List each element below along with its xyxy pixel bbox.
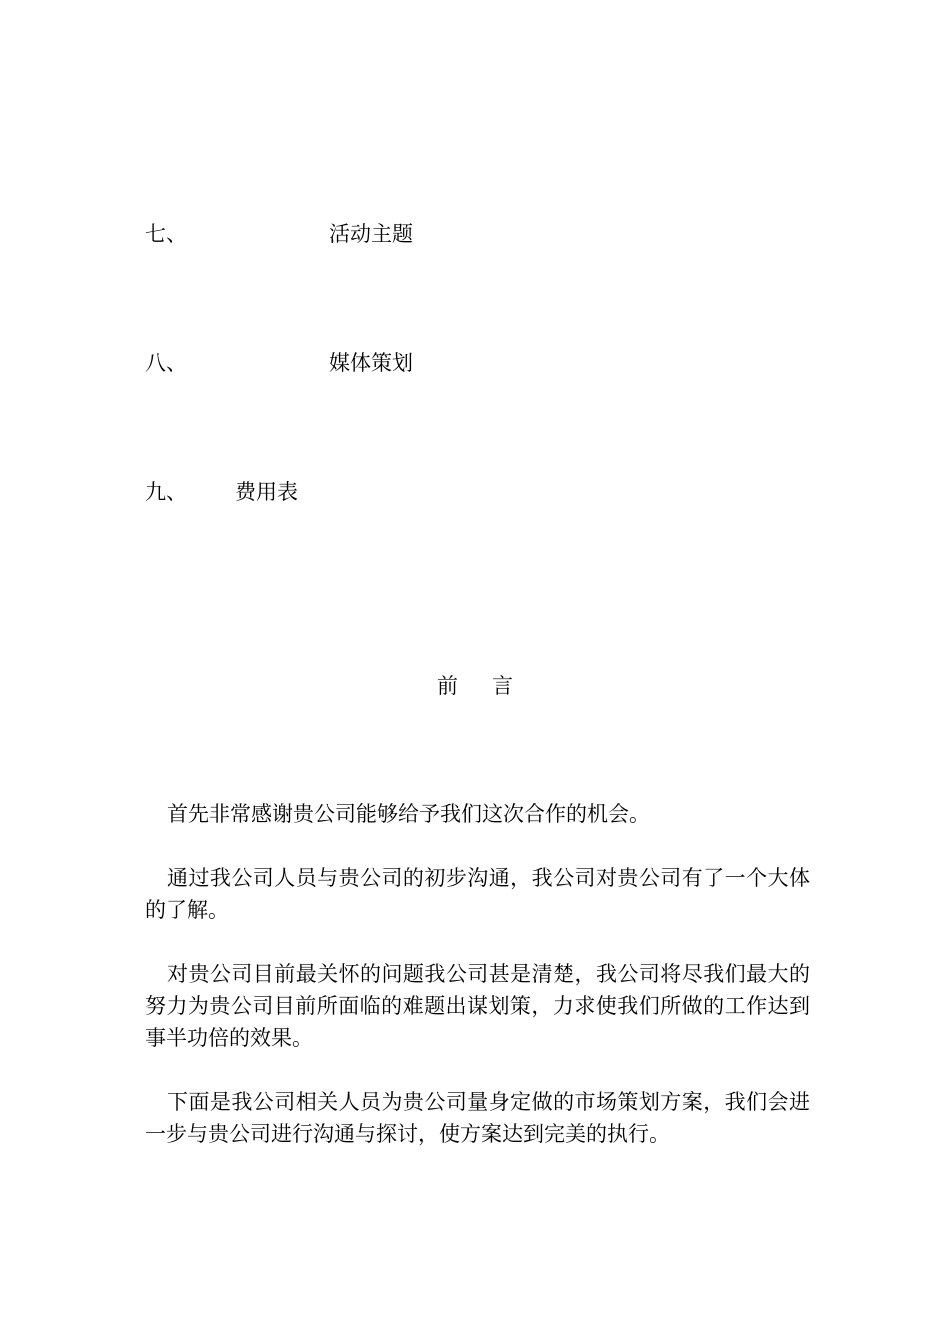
preface-paragraph: 首先非常感谢贵公司能够给予我们这次合作的机会。 bbox=[167, 802, 650, 826]
toc-item-number: 八、 bbox=[145, 351, 187, 375]
preface-heading bbox=[0, 671, 950, 701]
toc-item-title: 媒体策划 bbox=[329, 351, 413, 375]
preface-heading-char-2: 言 bbox=[492, 674, 513, 698]
preface-heading-char-1: 前 bbox=[437, 674, 458, 698]
toc-item-number: 七、 bbox=[145, 222, 187, 246]
preface-paragraph: 通过我公司人员与贵公司的初步沟通，我公司对贵公司有了一个大体的了解。 bbox=[145, 866, 810, 922]
preface-paragraph: 对贵公司目前最关怀的问题我公司甚是清楚，我公司将尽我们最大的努力为贵公司目前所面临的难题出谋划策，力求使我们所做的工作达到事半功倍的效果。 bbox=[145, 962, 810, 1050]
toc-item-title: 费用表 bbox=[235, 480, 298, 504]
preface-paragraph: 下面是我公司相关人员为贵公司量身定做的市场策划方案，我们会进一步与贵公司进行沟通与探讨，使方案达到完美的执行。 bbox=[145, 1090, 810, 1146]
toc-item-number: 九、 bbox=[145, 480, 187, 504]
toc-item-title: 活动主题 bbox=[329, 222, 413, 246]
